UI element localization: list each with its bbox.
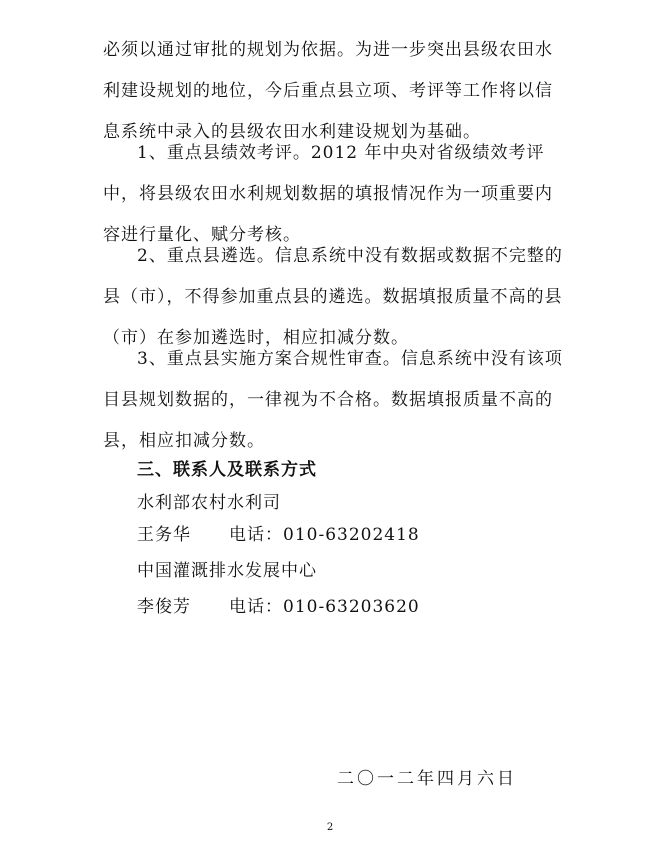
paragraph-item-3: 3、重点县实施方案合规性审查。信息系统中没有该项目县规划数据的，一律视为不合格。数据填报质量不高的县，相应扣减分数。 [103, 349, 563, 451]
phone-label: 电话： [229, 525, 283, 545]
page-number: 2 [326, 822, 334, 833]
contact-name: 李俊芳 [137, 597, 191, 617]
contact-org-2: 中国灌溉排水发展中心 [137, 561, 317, 581]
paragraph-continuation: 必须以通过审批的规划为依据。为进一步突出县级农田水利建设规划的地位，今后重点县立项、考评等工作将以信息系统中录入的县级农田水利建设规划为基础。 [103, 40, 553, 142]
paragraph-item-2: 2、重点县遴选。信息系统中没有数据或数据不完整的县（市），不得参加重点县的遴选。数据填报质量不高的县（市）在参加遴选时，相应扣减分数。 [103, 246, 563, 348]
section-heading: 三、联系人及联系方式 [137, 460, 317, 480]
phone-number: 010-63202418 [283, 525, 420, 545]
contact-org-1: 水利部农村水利司 [137, 493, 281, 513]
paragraph-item-1: 1、重点县绩效考评。2012 年中央对省级绩效考评中，将县级农田水利规划数据的填报情况作为一项重要内容进行量化、赋分考核。 [103, 143, 553, 245]
contact-name: 王务华 [137, 525, 191, 545]
phone-label: 电话： [229, 597, 283, 617]
document-date: 二〇一二年四月六日 [337, 769, 517, 789]
contact-row-1 [137, 520, 420, 545]
phone-number: 010-63203620 [283, 597, 420, 617]
contact-row-2 [137, 592, 420, 617]
